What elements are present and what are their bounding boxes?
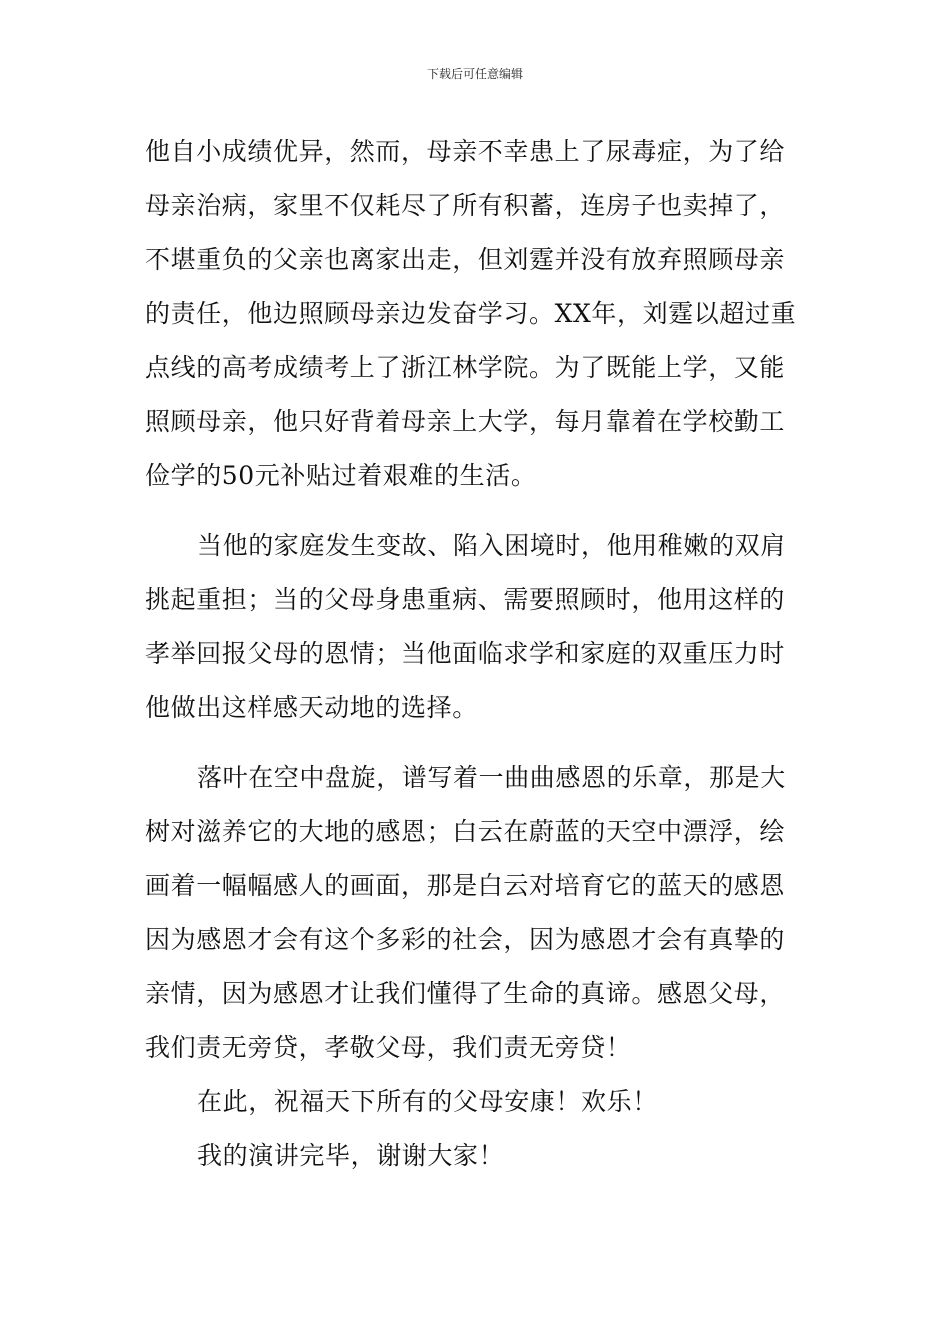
paragraph-line: 当他的家庭发生变故、陷入困境时，他用稚嫩的双肩 <box>197 531 786 560</box>
paragraph-4 <box>145 1075 809 1129</box>
paragraph-line: 母亲治病，家里不仅耗尽了所有积蓄，连房子也卖掉了， <box>145 191 786 220</box>
paragraph-line: 他自小成绩优异，然而，母亲不幸患上了尿毒症，为了给 <box>145 137 786 166</box>
paragraph-2 <box>145 519 809 735</box>
paragraph-3 <box>145 751 809 1075</box>
paragraph-line: 我们责无旁贷，孝敬父母，我们责无旁贷！ <box>145 1033 632 1062</box>
paragraph-line: 的责任，他边照顾母亲边发奋学习。XX年，刘霆以超过重 <box>145 299 797 328</box>
paragraph-line: 挑起重担；当的父母身患重病、需要照顾时，他用这样的 <box>145 585 786 614</box>
paragraph-line: 树对滋养它的大地的感恩；白云在蔚蓝的天空中漂浮，绘 <box>145 817 786 846</box>
paragraph-line: 孝举回报父母的恩情；当他面临求学和家庭的双重压力时 <box>145 639 786 668</box>
paragraph-line: 落叶在空中盘旋，谱写着一曲曲感恩的乐章，那是大 <box>197 763 786 792</box>
paragraph-line: 照顾母亲，他只好背着母亲上大学，每月靠着在学校勤工 <box>145 407 786 436</box>
speech-body <box>145 125 809 1183</box>
paragraph-line: 点线的高考成绩考上了浙江林学院。为了既能上学，又能 <box>145 353 786 382</box>
paragraph-line: 因为感恩才会有这个多彩的社会，因为感恩才会有真挚的 <box>145 925 786 954</box>
paragraph-line: 他做出这样感天动地的选择。 <box>145 693 478 722</box>
page-header: 下载后可任意编辑 <box>426 67 523 81</box>
paragraph-line: 俭学的50元补贴过着艰难的生活。 <box>145 461 537 490</box>
paragraph-gap <box>145 503 809 519</box>
paragraph-line: 画着一幅幅感人的画面，那是白云对培育它的蓝天的感恩 <box>145 871 786 900</box>
paragraph-gap <box>145 735 809 751</box>
paragraph-line: 在此，祝福天下所有的父母安康！欢乐！ <box>197 1087 658 1116</box>
paragraph-line: 亲情，因为感恩才让我们懂得了生命的真谛。感恩父母， <box>145 979 786 1008</box>
paragraph-5 <box>145 1129 809 1183</box>
paragraph-1 <box>145 125 809 503</box>
paragraph-line: 我的演讲完毕，谢谢大家！ <box>197 1141 505 1170</box>
paragraph-line: 不堪重负的父亲也离家出走，但刘霆并没有放弃照顾母亲 <box>145 245 786 274</box>
